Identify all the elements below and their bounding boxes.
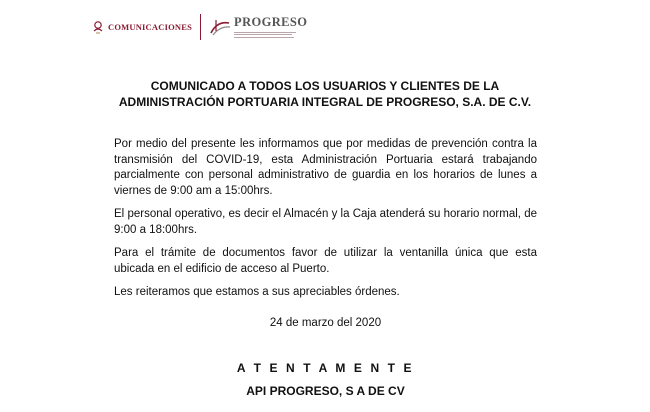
document-title xyxy=(88,78,562,110)
title-line-2: ADMINISTRACIÓN PORTUARIA INTEGRAL DE PROGRESO, S.A. DE C.V. xyxy=(118,95,532,109)
logo-divider xyxy=(200,14,201,40)
letterhead xyxy=(92,12,307,42)
paragraph-covid-notice: Por medio del presente les informamos que por medidas de prevención contra la transmisión del COVID-19, esta Administración Portuaria estará trabajando parcialmente con personal administrativo de guardia en los horarios de lunes a viernes de 9:00 am a 15:00hrs. xyxy=(114,138,537,197)
progreso-logo-text: PROGRESO xyxy=(234,15,308,30)
paragraph-operations-hours: El personal operativo, es decir el Almacén y la Caja atenderá su horario normal, de 9:00 a 18:00hrs. xyxy=(114,208,537,236)
document-body xyxy=(114,137,537,309)
paragraph-documents-window: Para el trámite de documentos favor de utilizar la ventanilla única que esta ubicada en el edificio de acceso al Puerto. xyxy=(114,247,537,275)
paragraph-closing-remark: Les reiteramos que estamos a sus apreciables órdenes. xyxy=(114,286,400,298)
closing-salutation: A T E N T A M E N T E xyxy=(236,361,415,375)
document-date: 24 de marzo del 2020 xyxy=(269,317,382,329)
progreso-subtitle-lines xyxy=(234,32,307,38)
eagle-emblem-icon xyxy=(92,20,104,34)
progreso-logo xyxy=(209,16,307,38)
signature-line: API PROGRESO, S A DE CV xyxy=(246,384,405,398)
comunicaciones-logo-text: COMUNICACIONES xyxy=(108,22,193,32)
progreso-swoosh-icon xyxy=(209,17,231,37)
title-line-1: COMUNICADO A TODOS LOS USUARIOS Y CLIENTES DE LA xyxy=(150,79,500,93)
comunicaciones-logo xyxy=(92,20,192,34)
